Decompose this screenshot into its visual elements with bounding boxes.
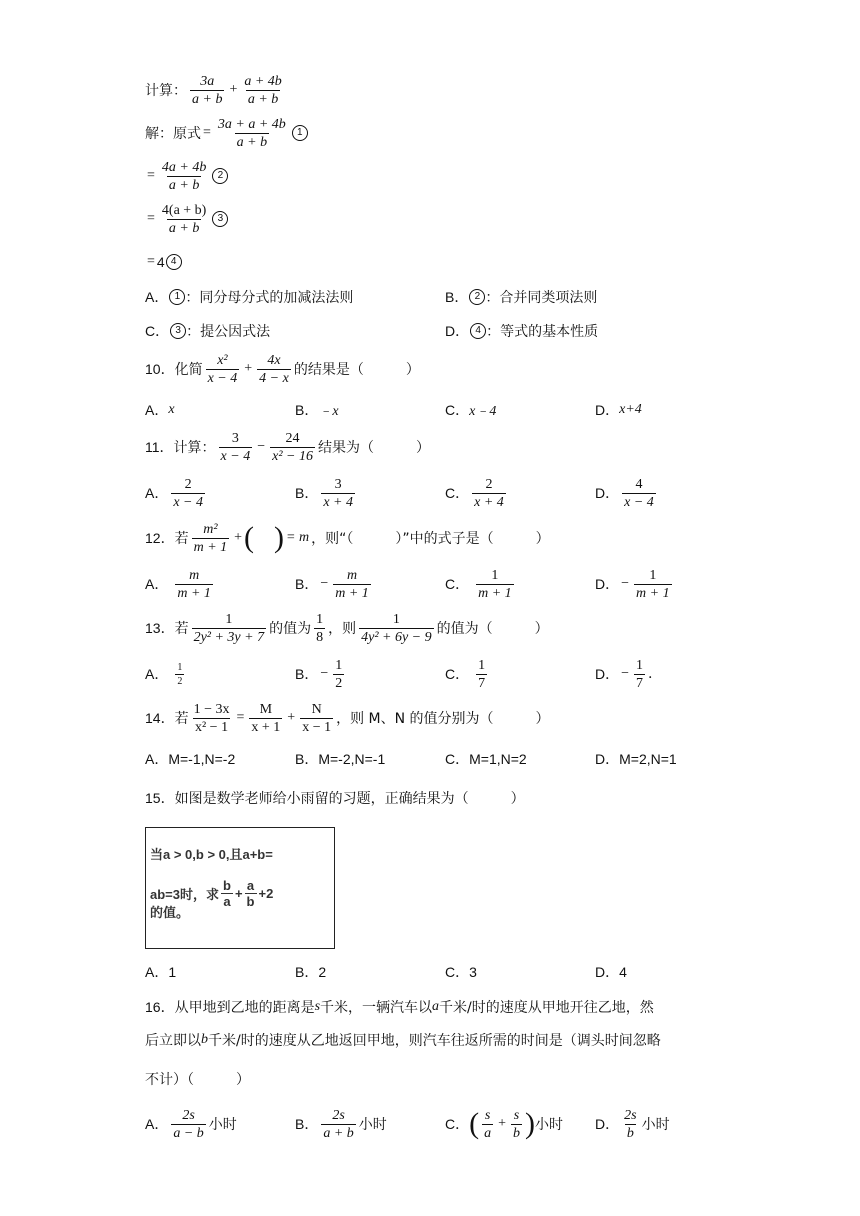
q16-stem-line-1: 16． 从甲地到乙地的距离是 s 千米，一辆汽车以 a 千米/时的速度从甲地开往乙地，然 bbox=[145, 999, 654, 1016]
q9-option-b[interactable]: B． 2 ：合并同类项法则 bbox=[445, 289, 598, 306]
fraction: $\frac{3a + a + 4b}{a + b}$ bbox=[217, 116, 286, 150]
image-line-3: 的值。 bbox=[150, 905, 190, 920]
image-line-1: 当a > 0,b > 0,且a+b= bbox=[150, 847, 273, 862]
solution-step-2: = $\frac{4a + 4b}{a + b}$ 2 bbox=[145, 158, 228, 194]
q13-option-b[interactable]: B． − $\frac{1}{2}$ bbox=[295, 657, 343, 691]
q14-option-d[interactable]: D． M=2,N=1 bbox=[595, 751, 677, 767]
q15-option-d[interactable]: D． 4 bbox=[595, 964, 627, 980]
q12-option-a[interactable]: A． $\frac{m}{m + 1}$ bbox=[145, 567, 211, 601]
fraction: $\frac{1}{\text{2y² + 3y + 7}}$ bbox=[193, 611, 265, 645]
calc-label: 计算： bbox=[145, 83, 187, 99]
fraction: $\frac{a + 4b}{a + b}$ bbox=[244, 73, 282, 107]
q16-option-d[interactable]: D． $\frac{2s}{b}$ 小时 bbox=[595, 1107, 670, 1141]
fraction: $\frac{M}{x + 1}$ bbox=[251, 701, 281, 735]
solution-step-4: = 4 4 bbox=[145, 252, 182, 272]
fraction: $\frac{24}{\text{x² − 16}}$ bbox=[272, 430, 313, 464]
q10-stem: 10． 化简 $\frac{\text{x²}}{x - 4}$ + $\frac{4x}{4 - x}$ 的结果是（ ） bbox=[145, 352, 420, 386]
q13-option-d[interactable]: D． − $\frac{1}{7}$ . bbox=[595, 657, 653, 691]
q16-option-a[interactable]: A． $\frac{2s}{a - b}$ 小时 bbox=[145, 1107, 237, 1141]
q15-option-c[interactable]: C． 3 bbox=[445, 964, 477, 980]
question-number: 13． bbox=[145, 620, 175, 636]
fraction: $\frac{1}{8}$ bbox=[316, 611, 324, 645]
solution-step-3: = $\frac{4(a + b)}{a + b}$ 3 bbox=[145, 201, 228, 237]
q9-option-a[interactable]: A． 1 ：同分母分式的加减法法则 bbox=[145, 289, 354, 306]
q12-option-b[interactable]: B． − $\frac{m}{m + 1}$ bbox=[295, 567, 369, 601]
q15-option-a[interactable]: A． 1 bbox=[145, 964, 177, 980]
q16-stem-line-2: 后立即以 b 千米/时的速度从乙地返回甲地，则汽车往返所需的时间是（调头时间忽略 bbox=[145, 1032, 661, 1049]
q11-option-a[interactable]: A． $\frac{2}{x - 4}$ bbox=[145, 476, 204, 510]
q12-option-d[interactable]: D． − $\frac{1}{m + 1}$ bbox=[595, 567, 670, 601]
question-number: 12． bbox=[145, 530, 175, 546]
calc-expression: 计算： $\frac{3a}{a + b}$ + $\frac{a + 4b}{a + b}$ bbox=[145, 73, 282, 107]
exercise-image bbox=[145, 827, 335, 949]
q13-option-a[interactable]: A． $\frac{1}{2}$ bbox=[145, 661, 183, 687]
q16-option-c[interactable]: C． ( $\frac{s}{a}$ + $\frac{s}{b}$ ) 小时 bbox=[445, 1107, 564, 1141]
q16-stem-line-3: 不计）（ ） bbox=[145, 1072, 250, 1088]
q10-option-d[interactable]: D． x+4 bbox=[595, 402, 642, 418]
question-number: 10． bbox=[145, 361, 175, 377]
q11-option-d[interactable]: D． $\frac{4}{x - 4}$ bbox=[595, 476, 654, 510]
q16-option-b[interactable]: B． $\frac{2s}{a + b}$ 小时 bbox=[295, 1107, 387, 1141]
q11-option-b[interactable]: B． $\frac{3}{x + 4}$ bbox=[295, 476, 354, 510]
q14-option-b[interactable]: B． M=-2,N=-1 bbox=[295, 751, 386, 767]
q9-option-c[interactable]: C． 3 ：提公因式法 bbox=[145, 323, 271, 340]
step-marker: 1 bbox=[292, 125, 308, 141]
q14-stem: 14． 若 $\frac{1 - 3x}{\text{x² − 1}}$ = $\frac{M}{x + 1}$ + $\frac{N}{x - 1}$ ，则 M、N 的值分别为（ ） bbox=[145, 701, 550, 735]
fraction: $\frac{\text{m²}}{m + 1}$ bbox=[193, 521, 228, 555]
q9-option-d[interactable]: D． 4 ：等式的基本性质 bbox=[445, 323, 599, 340]
question-number: 15． bbox=[145, 790, 175, 806]
fraction: $\frac{3a}{a + b}$ bbox=[192, 73, 223, 107]
q15-option-b[interactable]: B． 2 bbox=[295, 964, 327, 980]
q10-option-b[interactable]: B． ﹣x bbox=[295, 402, 339, 419]
image-line-2: ab=3时，求 $\frac{b}{a}$ + $\frac{a}{b}$ +2 bbox=[150, 878, 274, 909]
step-marker: 3 bbox=[212, 211, 228, 227]
fraction: $\frac{4x}{4 - x}$ bbox=[259, 352, 289, 386]
fraction: $\frac{1}{\text{4y² + 6y − 9}}$ bbox=[361, 611, 432, 645]
fraction: $\frac{\text{x²}}{x - 4}$ bbox=[207, 352, 238, 386]
fraction: $\frac{4(a + b)}{a + b}$ bbox=[161, 202, 207, 236]
q15-stem: 15． 如图是数学老师给小雨留的习题，正确结果为（ ） bbox=[145, 790, 525, 807]
q11-option-c[interactable]: C． $\frac{2}{x + 4}$ bbox=[445, 476, 504, 510]
step-marker: 4 bbox=[166, 254, 182, 270]
q14-option-a[interactable]: A． M=-1,N=-2 bbox=[145, 751, 236, 767]
fraction: $\frac{3}{x - 4}$ bbox=[220, 430, 251, 464]
fraction: $\frac{1 - 3x}{\text{x² − 1}}$ bbox=[193, 701, 230, 735]
fraction: $\frac{N}{x - 1}$ bbox=[302, 701, 332, 735]
q14-option-c[interactable]: C． M=1,N=2 bbox=[445, 751, 527, 767]
q10-option-a[interactable]: A． x bbox=[145, 402, 175, 418]
solution-step-1: 解：原式 = $\frac{3a + a + 4b}{a + b}$ 1 bbox=[145, 115, 308, 151]
step-marker: 2 bbox=[212, 168, 228, 184]
question-number: 14． bbox=[145, 710, 175, 726]
q12-stem: 12． 若 $\frac{\text{m²}}{m + 1}$ + ( ) = m ，则“（ ）”中的式子是（ ） bbox=[145, 521, 550, 555]
fraction: $\frac{4a + 4b}{a + b}$ bbox=[161, 159, 207, 193]
q13-stem: 13． 若 $\frac{1}{\text{2y² + 3y + 7}}$ 的值为 $\frac{1}{8}$ ，则 $\frac{1}{\text{4y² + 6y − 9}}$ 的值为（ ） bbox=[145, 611, 549, 645]
q12-option-c[interactable]: C． $\frac{1}{m + 1}$ bbox=[445, 567, 512, 601]
question-number: 11． bbox=[145, 439, 174, 455]
q11-stem: 11． 计算： $\frac{3}{x - 4}$ − $\frac{24}{\text{x² − 16}}$ 结果为（ ） bbox=[145, 430, 430, 464]
q10-option-c[interactable]: C． x﹣4 bbox=[445, 402, 497, 419]
question-number: 16． bbox=[145, 999, 175, 1015]
q13-option-c[interactable]: C． $\frac{1}{7}$ bbox=[445, 657, 486, 691]
